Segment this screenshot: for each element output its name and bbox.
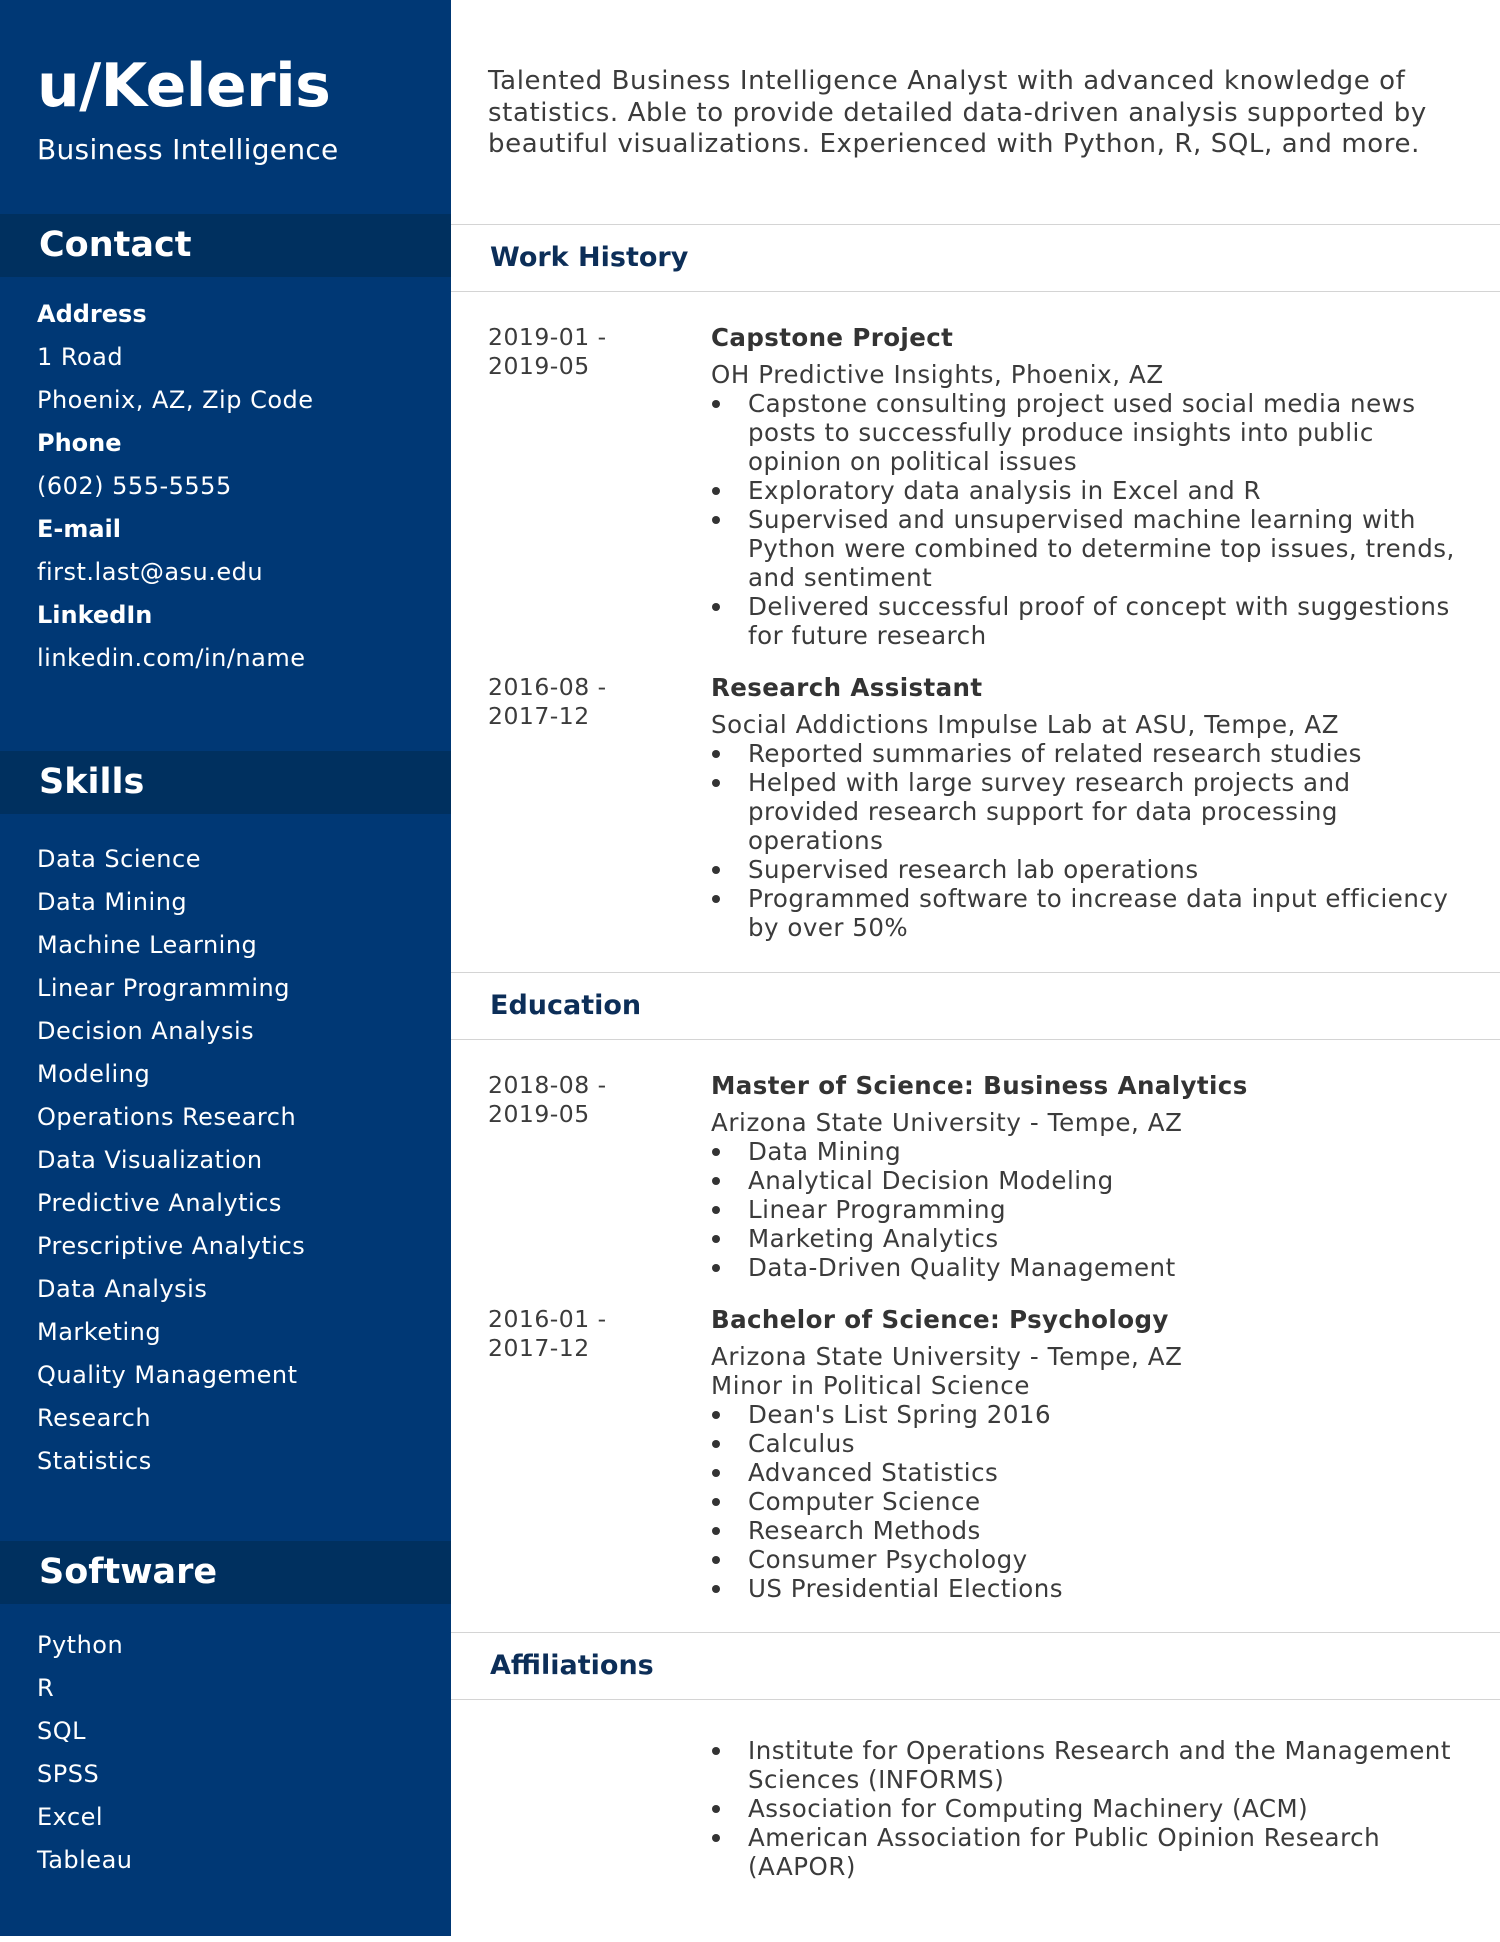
email-value: first.last@asu.edu [37,558,264,586]
bullet-dot-icon [712,1527,720,1535]
software-list [0,1604,451,1882]
entry-detail [711,673,1461,942]
bullet-item [711,389,1461,476]
bullet-dot-icon [712,1264,720,1272]
course-text: US Presidential Elections [748,1574,1063,1603]
candidate-name: u/Keleris [37,51,331,121]
education-entry [451,1040,1500,1282]
course-text: Data Mining [748,1137,902,1166]
bullet-dot-icon [712,1747,720,1755]
bullet-text: Capstone consulting project used social media news posts to successfully produce insights into public opinion on political issues [748,389,1416,476]
education-entry [451,1282,1500,1632]
date-end: 2019-05 [488,1100,590,1128]
course-item [711,1574,1461,1603]
bullet-text: Supervised research lab operations [748,855,1199,884]
affiliation-text: Association for Computing Machinery (ACM) [748,1794,1309,1823]
skill-item: Modeling [37,1060,151,1088]
bullet-text: Supervised and unsupervised machine learning with Python were combined to determine top issues, trends, and sentiment [748,505,1455,592]
course-item [711,1458,1461,1487]
bullet-item [711,476,1461,505]
affiliations-heading: Affiliations [451,1632,1500,1700]
course-item [711,1545,1461,1574]
course-list [711,1137,1461,1282]
bullet-dot-icon [712,1235,720,1243]
software-item: Tableau [37,1846,133,1874]
candidate-title: Business Intelligence [37,133,339,166]
skill-item: Predictive Analytics [37,1189,282,1217]
course-text: Dean's List Spring 2016 [748,1400,1052,1429]
entry-date [488,673,711,942]
skill-item: Data Science [37,845,201,873]
degree-title: Bachelor of Science: Psychology [711,1305,1169,1334]
bullet-item [711,592,1461,650]
software-item: R [37,1674,55,1702]
contact-heading: Contact [0,214,451,277]
bullet-dot-icon [712,1148,720,1156]
course-item [711,1429,1461,1458]
bullet-text: Helped with large survey research projects and provided research support for data processing operations [748,768,1351,855]
course-text: Computer Science [748,1487,981,1516]
entry-organization: OH Predictive Insights, Phoenix, AZ [711,360,1164,389]
software-item: Excel [37,1803,104,1831]
linkedin-label: LinkedIn [37,601,153,629]
course-text: Analytical Decision Modeling [748,1166,1114,1195]
entry-title: Research Assistant [711,673,983,702]
skill-item: Decision Analysis [37,1017,255,1045]
bullet-dot-icon [712,895,720,903]
degree-title: Master of Science: Business Analytics [711,1071,1248,1100]
date-end: 2017-12 [488,702,590,730]
bullet-dot-icon [712,1585,720,1593]
course-item [711,1137,1461,1166]
affiliations-list [711,1736,1461,1881]
entry-date [488,1071,711,1282]
address-line-2: Phoenix, AZ, Zip Code [37,386,314,414]
work-history-heading: Work History [451,224,1500,292]
course-text: Marketing Analytics [748,1224,999,1253]
sidebar [0,0,451,1936]
date-start: 2016-01 - [488,1305,607,1333]
bullet-dot-icon [712,1440,720,1448]
course-item [711,1516,1461,1545]
name-block [0,0,451,166]
bullet-dot-icon [712,1805,720,1813]
course-item [711,1253,1461,1282]
bullet-dot-icon [712,1834,720,1842]
phone-label: Phone [37,429,122,457]
bullet-dot-icon [712,1556,720,1564]
affiliation-text: American Association for Public Opinion Research (AAPOR) [748,1823,1381,1881]
skill-item: Data Visualization [37,1146,263,1174]
software-item: SPSS [37,1760,100,1788]
entry-detail [711,1071,1461,1282]
affiliation-item [711,1736,1461,1794]
skill-item: Data Mining [37,888,188,916]
bullet-text: Programmed software to increase data input efficiency by over 50% [748,884,1449,942]
course-text: Data-Driven Quality Management [748,1253,1176,1282]
date-end: 2019-05 [488,352,590,380]
course-item [711,1166,1461,1195]
course-item [711,1400,1461,1429]
skill-item: Marketing [37,1318,162,1346]
bullet-dot-icon [712,1411,720,1419]
skill-item: Quality Management [37,1361,298,1389]
course-item [711,1195,1461,1224]
skill-item: Research [37,1404,152,1432]
entry-bullets [711,389,1461,650]
bullet-item [711,855,1461,884]
bullet-dot-icon [712,866,720,874]
affiliations-block [451,1700,1500,1881]
address-label: Address [37,300,147,328]
email-label: E-mail [37,515,122,543]
software-item: SQL [37,1717,86,1745]
bullet-dot-icon [712,400,720,408]
school-name: Arizona State University - Tempe, AZ [711,1342,1183,1371]
address-line-1: 1 Road [37,343,124,371]
entry-title: Capstone Project [711,323,954,352]
skill-item: Operations Research [37,1103,297,1131]
skill-item: Statistics [37,1447,152,1475]
skill-item: Prescriptive Analytics [37,1232,306,1260]
entry-detail [711,1305,1461,1603]
software-item: Python [37,1631,124,1659]
bullet-dot-icon [712,750,720,758]
course-item [711,1487,1461,1516]
school-name: Arizona State University - Tempe, AZ [711,1108,1183,1137]
bullet-dot-icon [712,1498,720,1506]
skill-item: Data Analysis [37,1275,208,1303]
work-entry [451,292,1500,650]
entry-detail [711,323,1461,650]
bullet-dot-icon [712,1177,720,1185]
bullet-item [711,884,1461,942]
bullet-dot-icon [712,516,720,524]
bullet-dot-icon [712,487,720,495]
date-start: 2016-08 - [488,673,607,701]
contact-list [0,277,451,680]
main-content [451,0,1500,1942]
skills-list [0,814,451,1483]
skill-item: Machine Learning [37,931,258,959]
course-text: Calculus [748,1429,856,1458]
work-entry [451,650,1500,972]
affiliation-item [711,1794,1461,1823]
course-item [711,1224,1461,1253]
bullet-dot-icon [712,1469,720,1477]
phone-value: (602) 555-5555 [37,472,232,500]
education-heading: Education [451,972,1500,1040]
bullet-item [711,768,1461,855]
course-text: Research Methods [748,1516,981,1545]
entry-date [488,1305,711,1603]
linkedin-value: linkedin.com/in/name [37,644,306,672]
bullet-dot-icon [712,1206,720,1214]
bullet-item [711,505,1461,592]
course-text: Consumer Psychology [748,1545,1028,1574]
course-text: Linear Programming [748,1195,1007,1224]
course-list [711,1400,1461,1603]
software-heading: Software [0,1541,451,1604]
bullet-text: Delivered successful proof of concept with suggestions for future research [748,592,1450,650]
professional-summary: Talented Business Intelligence Analyst with advanced knowledge of statistics. Able to provide detailed data-driven analysis supported by beautiful visualizations. Experienced with Python, R, SQL, and more. [488,66,1427,159]
bullet-text: Exploratory data analysis in Excel and R [748,476,1262,505]
affiliation-item [711,1823,1461,1881]
course-text: Advanced Statistics [748,1458,999,1487]
bullet-dot-icon [712,603,720,611]
skill-item: Linear Programming [37,974,290,1002]
date-end: 2017-12 [488,1334,590,1362]
entry-bullets [711,739,1461,942]
entry-organization: Social Addictions Impulse Lab at ASU, Tempe, AZ [711,710,1340,739]
bullet-dot-icon [712,779,720,787]
minor: Minor in Political Science [711,1371,1031,1400]
date-start: 2018-08 - [488,1071,607,1099]
entry-date [488,323,711,650]
affiliation-text: Institute for Operations Research and the Management Sciences (INFORMS) [748,1736,1451,1794]
date-start: 2019-01 - [488,323,607,351]
bullet-item [711,739,1461,768]
bullet-text: Reported summaries of related research studies [748,739,1362,768]
skills-heading: Skills [0,751,451,814]
